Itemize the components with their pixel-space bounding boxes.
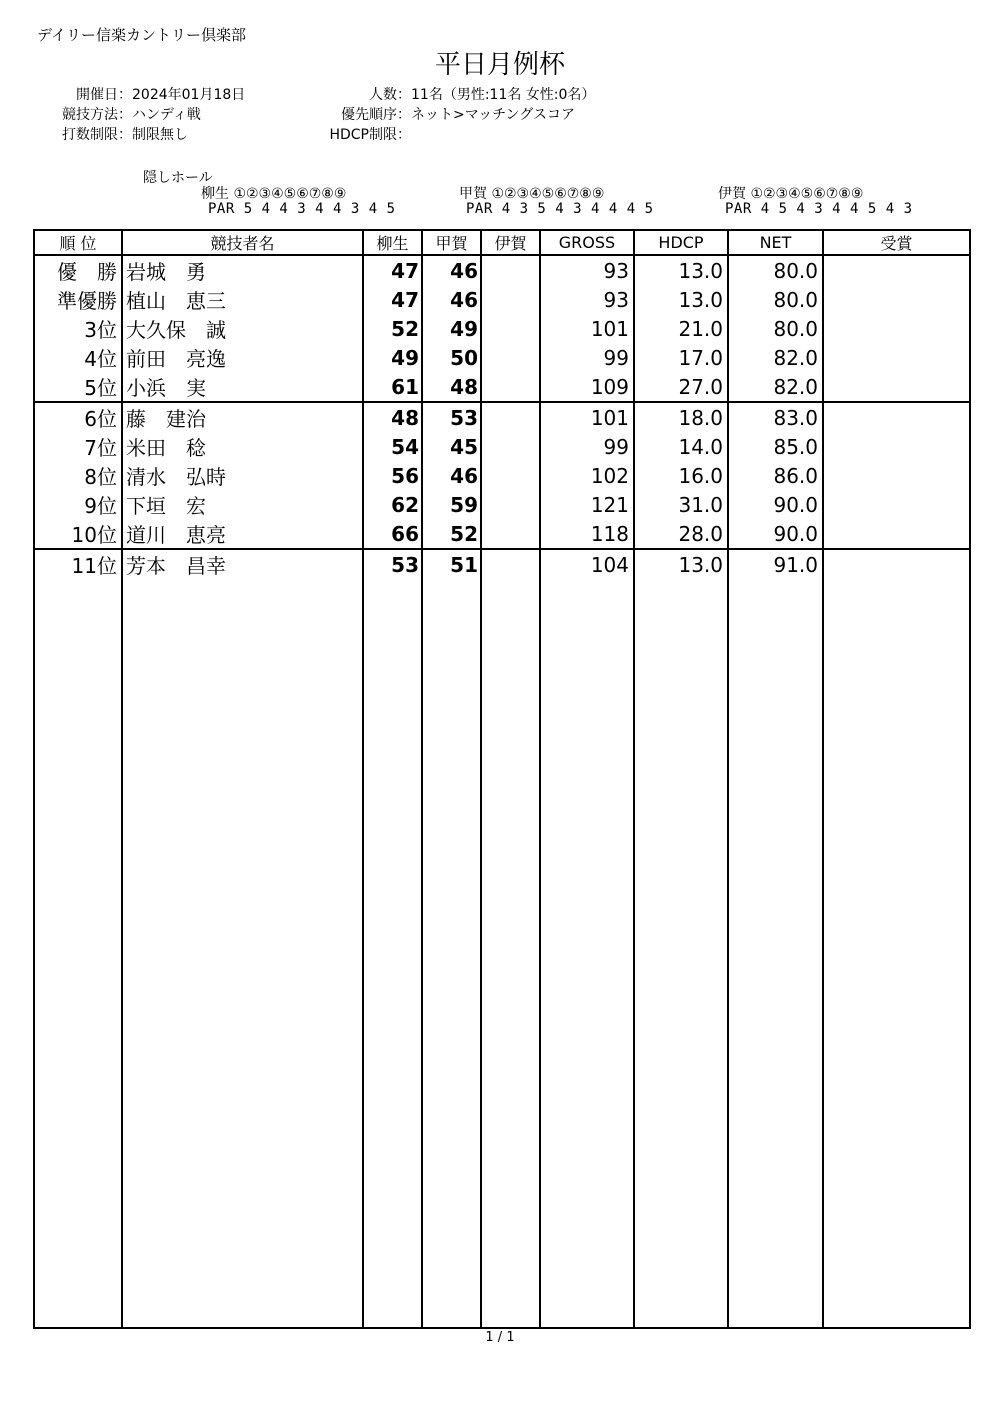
table-row — [34, 372, 970, 402]
net-cell: 80.0 — [728, 285, 823, 314]
player-name-cell: 清水 弘時 — [122, 461, 363, 490]
koka-score-cell: 49 — [422, 314, 481, 343]
award-cell — [823, 402, 970, 432]
yagyu-score-cell: 47 — [363, 285, 422, 314]
empty-cell — [540, 579, 634, 1328]
hdcp-cell: 13.0 — [634, 255, 728, 285]
player-name-cell: 岩城 勇 — [122, 255, 363, 285]
table-row — [34, 519, 970, 549]
iga-score-cell — [481, 519, 540, 549]
koka-score-cell: 51 — [422, 549, 481, 579]
count-label: 人数 — [369, 87, 397, 103]
date-value: 2024年01月18日 — [132, 87, 246, 103]
yagyu-score-cell: 49 — [363, 343, 422, 372]
award-cell — [823, 285, 970, 314]
format-value: ハンディ戦 — [132, 107, 201, 123]
net-cell: 91.0 — [728, 549, 823, 579]
header-yagyu: 柳生 — [363, 230, 422, 255]
rank-cell: 8位 — [34, 461, 122, 490]
course-holes: ①②③④⑤⑥⑦⑧⑨ — [750, 186, 864, 202]
table-row — [34, 402, 970, 432]
gross-cell: 93 — [540, 255, 634, 285]
header-name: 競技者名 — [122, 230, 363, 255]
koka-score-cell: 45 — [422, 432, 481, 461]
table-row — [34, 432, 970, 461]
player-name-cell: 下垣 宏 — [122, 490, 363, 519]
rank-cell: 準優勝 — [34, 285, 122, 314]
iga-score-cell — [481, 343, 540, 372]
gross-cell: 99 — [540, 432, 634, 461]
info-limit-row — [48, 125, 245, 145]
colon: ： — [397, 87, 411, 103]
course-name: 伊賀 — [718, 186, 746, 202]
header-hdcp: HDCP — [634, 230, 728, 255]
koka-score-cell: 50 — [422, 343, 481, 372]
yagyu-score-cell: 48 — [363, 402, 422, 432]
yagyu-score-cell: 61 — [363, 372, 422, 402]
hidden-holes-course-3 — [718, 187, 913, 217]
empty-cell — [363, 579, 422, 1328]
gross-cell: 101 — [540, 314, 634, 343]
count-value: 11名（男性:11名 女性:0名） — [411, 87, 596, 103]
net-cell: 86.0 — [728, 461, 823, 490]
yagyu-score-cell: 53 — [363, 549, 422, 579]
hidden-holes-title: 隠しホール — [143, 170, 213, 186]
hdcp-cell: 31.0 — [634, 490, 728, 519]
player-name-cell: 芳本 昌幸 — [122, 549, 363, 579]
empty-cell — [34, 579, 122, 1328]
header-net: NET — [728, 230, 823, 255]
gross-cell: 109 — [540, 372, 634, 402]
player-name-cell: 前田 亮逸 — [122, 343, 363, 372]
hdcp-cell: 21.0 — [634, 314, 728, 343]
gross-cell: 99 — [540, 343, 634, 372]
course-par: PAR 4 3 5 4 3 4 4 4 5 — [466, 201, 654, 217]
rank-cell: 9位 — [34, 490, 122, 519]
hdcp-cell: 13.0 — [634, 549, 728, 579]
yagyu-score-cell: 66 — [363, 519, 422, 549]
iga-score-cell — [481, 372, 540, 402]
course-holes: ①②③④⑤⑥⑦⑧⑨ — [491, 186, 605, 202]
award-cell — [823, 255, 970, 285]
award-cell — [823, 432, 970, 461]
iga-score-cell — [481, 314, 540, 343]
table-row — [34, 490, 970, 519]
net-cell: 83.0 — [728, 402, 823, 432]
rank-cell: 3位 — [34, 314, 122, 343]
hdcp-cell: 13.0 — [634, 285, 728, 314]
table-filler-row — [34, 579, 970, 1328]
course-name: 甲賀 — [459, 186, 487, 202]
iga-score-cell — [481, 461, 540, 490]
table-row — [34, 314, 970, 343]
rank-cell: 6位 — [34, 402, 122, 432]
koka-score-cell: 52 — [422, 519, 481, 549]
header-rank: 順 位 — [34, 230, 122, 255]
course-par: PAR 5 4 4 3 4 4 3 4 5 — [208, 201, 396, 217]
gross-cell: 101 — [540, 402, 634, 432]
player-name-cell: 藤 建治 — [122, 402, 363, 432]
rank-cell: 11位 — [34, 549, 122, 579]
colon: ： — [118, 127, 132, 143]
rank-cell: 10位 — [34, 519, 122, 549]
table-row — [34, 549, 970, 579]
hdcp-cell: 14.0 — [634, 432, 728, 461]
colon: ： — [397, 127, 411, 143]
info-left — [48, 85, 245, 145]
koka-score-cell: 48 — [422, 372, 481, 402]
koka-score-cell: 53 — [422, 402, 481, 432]
award-cell — [823, 461, 970, 490]
yagyu-score-cell: 62 — [363, 490, 422, 519]
info-date-row — [48, 85, 245, 105]
hdcp-cell: 18.0 — [634, 402, 728, 432]
empty-cell — [728, 579, 823, 1328]
header-iga: 伊賀 — [481, 230, 540, 255]
player-name-cell: 小浜 実 — [122, 372, 363, 402]
results-table — [33, 229, 971, 1329]
course-name: 柳生 — [201, 186, 229, 202]
rank-cell: 7位 — [34, 432, 122, 461]
award-cell — [823, 519, 970, 549]
yagyu-score-cell: 54 — [363, 432, 422, 461]
net-cell: 90.0 — [728, 519, 823, 549]
iga-score-cell — [481, 432, 540, 461]
yagyu-score-cell: 52 — [363, 314, 422, 343]
priority-value: ネット>マッチングスコア — [411, 107, 576, 123]
colon: ： — [397, 107, 411, 123]
gross-cell: 118 — [540, 519, 634, 549]
empty-cell — [823, 579, 970, 1328]
page-number: 1 / 1 — [485, 1330, 515, 1345]
gross-cell: 93 — [540, 285, 634, 314]
hdcp-cell: 17.0 — [634, 343, 728, 372]
award-cell — [823, 549, 970, 579]
course-par: PAR 4 5 4 3 4 4 5 4 3 — [725, 201, 913, 217]
info-count-row — [300, 85, 595, 105]
player-name-cell: 大久保 誠 — [122, 314, 363, 343]
hdcp-cell: 27.0 — [634, 372, 728, 402]
colon: ： — [118, 87, 132, 103]
table-row — [34, 343, 970, 372]
info-priority-row — [300, 105, 595, 125]
iga-score-cell — [481, 402, 540, 432]
info-format-row — [48, 105, 245, 125]
net-cell: 82.0 — [728, 372, 823, 402]
hidden-holes-course-1 — [201, 187, 396, 217]
player-name-cell: 道川 恵亮 — [122, 519, 363, 549]
table-row — [34, 255, 970, 285]
gross-cell: 102 — [540, 461, 634, 490]
net-cell: 85.0 — [728, 432, 823, 461]
rank-cell: 優 勝 — [34, 255, 122, 285]
iga-score-cell — [481, 549, 540, 579]
header-koka: 甲賀 — [422, 230, 481, 255]
award-cell — [823, 490, 970, 519]
page-title: 平日月例杯 — [434, 50, 565, 80]
gross-cell: 121 — [540, 490, 634, 519]
yagyu-score-cell: 47 — [363, 255, 422, 285]
koka-score-cell: 46 — [422, 461, 481, 490]
header-gross: GROSS — [540, 230, 634, 255]
net-cell: 80.0 — [728, 255, 823, 285]
empty-cell — [481, 579, 540, 1328]
net-cell: 82.0 — [728, 343, 823, 372]
empty-cell — [634, 579, 728, 1328]
award-cell — [823, 314, 970, 343]
hdcp-cell: 16.0 — [634, 461, 728, 490]
date-label: 開催日 — [76, 87, 118, 103]
koka-score-cell: 46 — [422, 255, 481, 285]
club-name: デイリー信楽カントリー倶楽部 — [37, 26, 246, 44]
limit-label: 打数制限 — [62, 127, 118, 143]
player-name-cell: 米田 稔 — [122, 432, 363, 461]
limit-value: 制限無し — [132, 127, 188, 143]
info-right — [300, 85, 595, 145]
rank-cell: 4位 — [34, 343, 122, 372]
hdcp-cell: 28.0 — [634, 519, 728, 549]
player-name-cell: 植山 恵三 — [122, 285, 363, 314]
net-cell: 80.0 — [728, 314, 823, 343]
net-cell: 90.0 — [728, 490, 823, 519]
hdcp-limit-label: HDCP制限 — [329, 127, 397, 143]
koka-score-cell: 59 — [422, 490, 481, 519]
iga-score-cell — [481, 490, 540, 519]
rank-cell: 5位 — [34, 372, 122, 402]
iga-score-cell — [481, 255, 540, 285]
yagyu-score-cell: 56 — [363, 461, 422, 490]
koka-score-cell: 46 — [422, 285, 481, 314]
empty-cell — [122, 579, 363, 1328]
info-hdcp-limit-row — [300, 125, 595, 145]
gross-cell: 104 — [540, 549, 634, 579]
award-cell — [823, 343, 970, 372]
colon: ： — [118, 107, 132, 123]
iga-score-cell — [481, 285, 540, 314]
format-label: 競技方法 — [62, 107, 118, 123]
priority-label: 優先順序 — [341, 107, 397, 123]
table-header-row — [34, 230, 970, 255]
table-row — [34, 285, 970, 314]
award-cell — [823, 372, 970, 402]
hidden-holes-course-2 — [459, 187, 654, 217]
header-award: 受賞 — [823, 230, 970, 255]
table-row — [34, 461, 970, 490]
empty-cell — [422, 579, 481, 1328]
course-holes: ①②③④⑤⑥⑦⑧⑨ — [233, 186, 347, 202]
